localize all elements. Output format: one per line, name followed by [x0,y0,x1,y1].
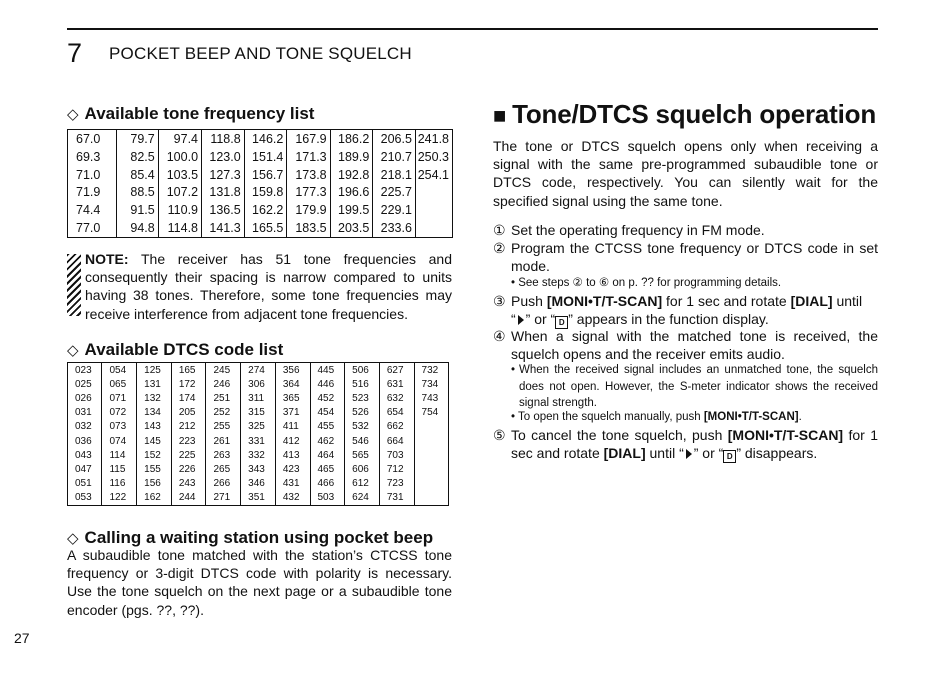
tone-row [68,130,452,148]
dtcs-cell: 261 [206,434,241,448]
pocket-beep-text: A subaudible tone matched with the station’s CTCSS tone frequency or 3-digit DTCS code with polarity is necessary. Use the tone squelch on the next page or a subaudible tone encoder (pgs. ??, ??). [67,547,452,618]
tone-cell [415,201,452,219]
page-number: 27 [14,630,30,646]
tone-cell: 69.3 [68,148,117,166]
dtcs-cell: 503 [310,491,345,505]
dtcs-cell: 454 [310,406,345,420]
chapter-number: 7 [67,38,83,68]
tone-cell: 206.5 [373,130,416,148]
dtcs-cell: 162 [137,491,172,505]
tone-cell: 250.3 [417,149,449,164]
diamond-icon: ◇ [67,530,79,547]
tone-cell: 165.5 [244,219,287,237]
diamond-icon: ◇ [67,342,79,359]
dtcs-cell: 432 [275,491,310,505]
dtcs-cell: 252 [206,406,241,420]
tone-cell: 162.2 [244,201,287,219]
dtcs-cell: 131 [137,377,172,391]
dtcs-cell: 446 [310,377,345,391]
dtcs-cell: 245 [206,363,241,377]
dtcs-cell: 465 [310,462,345,476]
step-4-note-2: • To open the squelch manually, push [MONI•T/T-SCAN]. [511,411,802,423]
dtcs-row [68,391,448,405]
tone-row [68,148,452,166]
tone-table [67,129,453,238]
tone-row [68,183,452,201]
tone-cell: 173.8 [287,166,330,184]
step-2: ② Program the CTCSS tone frequency or DTCS code in set mode. [493,240,878,274]
dtcs-cell: 332 [241,448,276,462]
tone-cell: 233.6 [373,219,416,237]
tone-cell: 127.3 [202,166,245,184]
dtcs-row [68,363,448,377]
dtcs-row [68,477,448,491]
dtcs-cell: 145 [137,434,172,448]
dtcs-cell: 246 [206,377,241,391]
tone-cell: 94.8 [117,219,158,237]
tone-cell [415,219,452,237]
dtcs-cell: 072 [102,406,137,420]
dtcs-row [68,406,448,420]
dtcs-cell: 265 [206,462,241,476]
dtcs-cell: 411 [275,420,310,434]
tone-row [68,166,452,184]
dtcs-cell: 325 [241,420,276,434]
dtcs-cell: 132 [137,391,172,405]
tone-cell: 85.4 [117,166,158,184]
dtcs-cell: 346 [241,477,276,491]
dtcs-cell: 712 [379,462,414,476]
dtcs-cell: 632 [379,391,414,405]
tone-cell: 88.5 [117,183,158,201]
dtcs-cell: 225 [171,448,206,462]
dtcs-cell: 047 [68,462,102,476]
operation-heading: ■ Tone/DTCS squelch operation [493,99,877,129]
dtcs-cell: 043 [68,448,102,462]
dtcs-cell: 266 [206,477,241,491]
dtcs-cell: 546 [345,434,380,448]
dtcs-cell: 413 [275,448,310,462]
tone-cell: 167.9 [287,130,330,148]
tone-cell: 71.9 [68,183,117,201]
dtcs-cell: 031 [68,406,102,420]
tone-cell: 177.3 [287,183,330,201]
tone-cell: 203.5 [330,219,373,237]
dtcs-cell: 462 [310,434,345,448]
dtcs-cell: 631 [379,377,414,391]
dtcs-cell: 532 [345,420,380,434]
tone-row [68,219,452,237]
dtcs-row [68,420,448,434]
dtcs-cell: 226 [171,462,206,476]
tone-cell: 189.9 [330,148,373,166]
tone-cell: 141.3 [202,219,245,237]
dtcs-cell: 565 [345,448,380,462]
tone-cell: 171.3 [287,148,330,166]
note-text: The receiver has 51 tone frequencies and consequently their spacing is narrow compared to units having 38 tones. Therefore, some tone frequencies may receive interference from adjacent tone frequencies. [85,251,453,322]
tone-cell: 77.0 [68,219,117,237]
dtcs-cell: 412 [275,434,310,448]
tone-cell: 123.0 [202,148,245,166]
dtcs-row [68,434,448,448]
dtcs-cell: 053 [68,491,102,505]
dtcs-cell: 205 [171,406,206,420]
dtcs-cell: 452 [310,391,345,405]
note [85,250,452,323]
dtcs-cell: 143 [137,420,172,434]
tone-cell: 186.2 [330,130,373,148]
tone-list-heading: ◇ Available tone frequency list [67,104,315,123]
dtcs-cell: 506 [345,363,380,377]
dtcs-cell: 365 [275,391,310,405]
tone-cell: 218.1 [373,166,416,184]
dtcs-cell: 464 [310,448,345,462]
dtcs-cell: 073 [102,420,137,434]
dtcs-cell [414,477,448,491]
tone-cell: 71.0 [68,166,117,184]
tone-cell: 156.7 [244,166,287,184]
step-4-note-1: • When the received signal includes an unmatched tone, the squelch does not open. However, the S-meter indicator shows the received signal strength. [511,364,878,409]
operation-intro: The tone or DTCS squelch opens only when receiving a signal with the same pre-programmed subaudible tone or DTCS code, respectively. You can silently wait for the specified signal using the same tone. [493,138,878,209]
dtcs-cell: 664 [379,434,414,448]
dtcs-cell: 172 [171,377,206,391]
dtcs-row [68,377,448,391]
dtcs-cell: 723 [379,477,414,491]
dtcs-cell: 152 [137,448,172,462]
tone-cell: 118.8 [202,130,245,148]
dtcs-cell: 251 [206,391,241,405]
dtcs-cell: 606 [345,462,380,476]
play-triangle-icon [686,449,692,459]
dtcs-cell [414,491,448,505]
dtcs-cell: 445 [310,363,345,377]
dtcs-cell [414,448,448,462]
dtcs-cell [414,434,448,448]
dtcs-cell: 455 [310,420,345,434]
dtcs-cell: 516 [345,377,380,391]
dtcs-cell: 174 [171,391,206,405]
note-stripe [67,254,81,316]
tone-cell: 131.8 [202,183,245,201]
pocket-beep-heading: ◇ Calling a waiting station using pocket beep [67,528,434,547]
step-2-note: • See steps ② to ⑥ on p. ?? for programming details. [511,277,782,289]
dtcs-row [68,448,448,462]
dtcs-cell: 364 [275,377,310,391]
dtcs-cell: 662 [379,420,414,434]
dtcs-cell: 654 [379,406,414,420]
dtcs-cell: 156 [137,477,172,491]
dtcs-cell: 271 [206,491,241,505]
tone-cell: 107.2 [158,183,201,201]
dtcs-cell: 627 [379,363,414,377]
tone-cell: 79.7 [117,130,158,148]
dtcs-cell: 356 [275,363,310,377]
dtcs-cell: 734 [421,378,439,390]
tone-cell: 192.8 [330,166,373,184]
step-1: ① Set the operating frequency in FM mode. [493,222,765,238]
dtcs-cell: 731 [379,491,414,505]
tone-cell: 146.2 [244,130,287,148]
dtcs-cell: 612 [345,477,380,491]
dtcs-cell: 074 [102,434,137,448]
dtcs-cell: 311 [241,391,276,405]
dtcs-row [68,462,448,476]
dtcs-cell: 754 [421,407,439,419]
dtcs-cell: 431 [275,477,310,491]
tone-row [68,201,452,219]
tone-cell: 210.7 [373,148,416,166]
tone-cell: 229.1 [373,201,416,219]
tone-cell: 196.6 [330,183,373,201]
tone-cell [415,183,452,201]
dtcs-cell: 331 [241,434,276,448]
dtcs-cell: 115 [102,462,137,476]
tone-cell: 241.8 [417,131,449,146]
tone-cell: 225.7 [373,183,416,201]
dtcs-row [68,491,448,505]
dtcs-cell [414,462,448,476]
dtcs-cell: 165 [171,363,206,377]
tone-cell: 179.9 [287,201,330,219]
dtcs-cell: 134 [137,406,172,420]
dtcs-cell: 025 [68,377,102,391]
dtcs-cell: 223 [171,434,206,448]
dtcs-cell: 026 [68,391,102,405]
chapter-title: POCKET BEEP AND TONE SQUELCH [109,44,412,63]
dtcs-cell: 243 [171,477,206,491]
tone-cell: 100.0 [158,148,201,166]
dtcs-cell: 244 [171,491,206,505]
step-3: ③ Push [MONI•T/T-SCAN] for 1 sec and rotate [DIAL] until “ ” or “ D ” appears in the function display. [493,293,863,327]
dtcs-d-icon: D [555,316,568,329]
note-label: NOTE: [85,251,129,267]
dtcs-cell: 212 [171,420,206,434]
dtcs-cell: 263 [206,448,241,462]
step-5: ⑤ To cancel the tone squelch, push [MONI•T/T-SCAN] for 1 sec and rotate [DIAL] until “ ” or “ D ” disappears. [493,427,878,461]
dtcs-cell: 526 [345,406,380,420]
dtcs-cell: 155 [137,462,172,476]
dtcs-cell: 306 [241,377,276,391]
dtcs-cell: 122 [102,491,137,505]
dtcs-cell: 703 [379,448,414,462]
dtcs-cell: 343 [241,462,276,476]
tone-cell: 110.9 [158,201,201,219]
tone-cell: 254.1 [417,167,449,182]
diamond-icon: ◇ [67,106,79,123]
square-bullet-icon: ■ [493,103,507,128]
dtcs-cell: 274 [241,363,276,377]
tone-cell: 91.5 [117,201,158,219]
tone-cell: 151.4 [244,148,287,166]
dtcs-cell: 255 [206,420,241,434]
dtcs-cell: 523 [345,391,380,405]
tone-cell: 183.5 [287,219,330,237]
dtcs-cell: 351 [241,491,276,505]
tone-cell: 114.8 [158,219,201,237]
tone-cell: 159.8 [244,183,287,201]
dtcs-cell: 125 [137,363,172,377]
dtcs-cell: 065 [102,377,137,391]
tone-cell: 199.5 [330,201,373,219]
dtcs-table [67,362,449,506]
step-4: ④ When a signal with the matched tone is received, the squelch opens and the receiver emits audio. [493,328,878,362]
tone-cell: 74.4 [68,201,117,219]
tone-cell: 136.5 [202,201,245,219]
tone-cell: 82.5 [117,148,158,166]
dtcs-cell [414,420,448,434]
dtcs-cell: 423 [275,462,310,476]
dtcs-cell: 054 [102,363,137,377]
dtcs-d-icon: D [723,450,736,463]
dtcs-cell: 032 [68,420,102,434]
dtcs-cell: 732 [421,364,439,376]
dtcs-cell: 023 [68,363,102,377]
dtcs-list-heading: ◇ Available DTCS code list [67,340,284,359]
dtcs-cell: 051 [68,477,102,491]
tone-cell: 97.4 [158,130,201,148]
header-rule [67,28,878,30]
dtcs-cell: 116 [102,477,137,491]
play-triangle-icon [518,315,524,325]
dtcs-cell: 114 [102,448,137,462]
tone-cell: 103.5 [158,166,201,184]
dtcs-cell: 466 [310,477,345,491]
dtcs-cell: 371 [275,406,310,420]
dtcs-cell: 743 [421,392,439,404]
dtcs-cell: 036 [68,434,102,448]
dtcs-cell: 315 [241,406,276,420]
dtcs-cell: 624 [345,491,380,505]
dtcs-cell: 071 [102,391,137,405]
tone-cell: 67.0 [68,130,117,148]
